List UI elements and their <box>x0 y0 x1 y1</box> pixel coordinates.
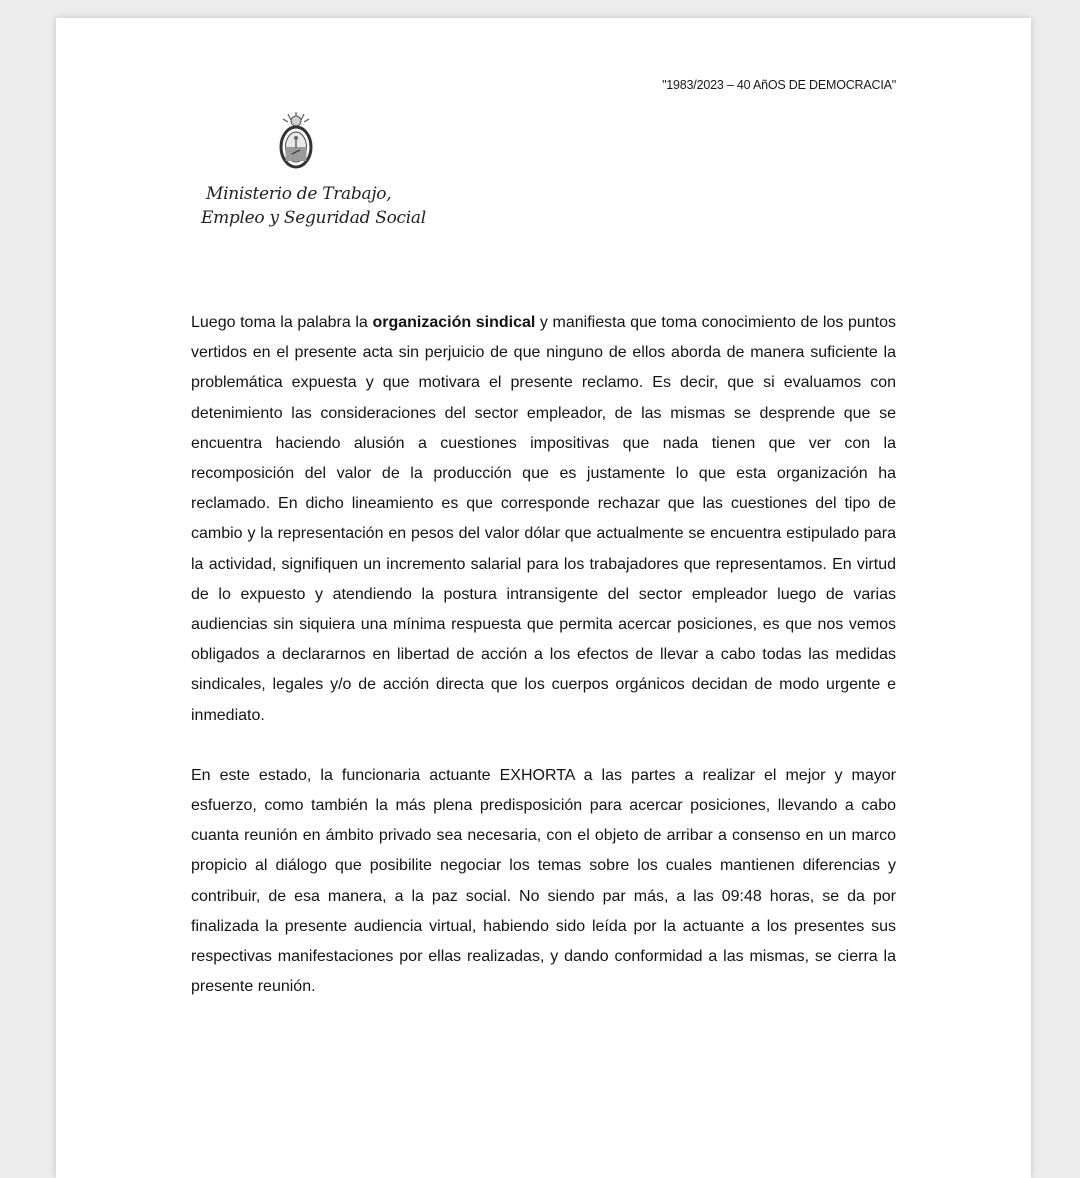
paragraph1-lead: Luego toma la palabra la <box>191 314 373 331</box>
argentine-coat-of-arms-icon <box>276 110 316 172</box>
document-body <box>191 308 896 1032</box>
header-motto: "1983/2023 – 40 AñOS DE DEMOCRACIA" <box>662 78 896 92</box>
paragraph-union-statement <box>191 308 896 731</box>
paragraph1-rest: y manifiesta que toma conocimiento de los puntos vertidos en el presente acta sin perjuicio de que ninguno de ellos aborda de manera suficiente la problemática expuesta y que motivara el presente reclamo. Es decir, que si evaluamos con detenimiento las consideraciones del sector empleador, de las mismas se desprende que se encuentra haciendo alusión a cuestiones impositivas que nada tienen que ver con la recomposición del valor de la producción que es justamente lo que esta organización ha reclamado. En dicho lineamiento es que corresponde rechazar que las cuestiones del tipo de cambio y la representación en pesos del valor dólar que actualmente se encuentra estipulado para la actividad, signifiquen un incremento salarial para los trabajadores que representamos. En virtud de lo expuesto y atendiendo la postura intransigente del sector empleador luego de varias audiencias sin siquiera una mínima respuesta que permita acercar posiciones, es que nos vemos obligados a declararnos en libertad de acción a los efectos de llevar a cabo todas las medidas sindicales, legales y/o de acción directa que los cuerpos orgánicos decidan de modo urgente e inmediato. <box>191 314 896 724</box>
paragraph-closing: En este estado, la funcionaria actuante EXHORTA a las partes a realizar el mejor y mayor esfuerzo, como también la más plena predisposición para acercar posiciones, llevando a cabo cuanta reunión en ámbito privado sea necesaria, con el objeto de arribar a consenso en un marco propicio al diálogo que posibilite negociar los temas sobre los cuales mantienen diferencias y contribuir, de esa manera, a la paz social. No siendo par más, a las 09:48 horas, se da por finalizada la presente audiencia virtual, habiendo sido leída por la actuante a los presentes sus respectivas manifestaciones por ellas realizadas, y dando conformidad a las mismas, se cierra la presente reunión. <box>191 766 896 996</box>
ministry-name-line2: Empleo y Seguridad Social <box>201 208 426 228</box>
paragraph1-bold: organización sindical <box>372 314 536 331</box>
document-page <box>56 18 1031 1178</box>
ministry-name-line1: Ministerio de Trabajo, <box>206 184 392 204</box>
ministry-logo <box>196 110 426 240</box>
